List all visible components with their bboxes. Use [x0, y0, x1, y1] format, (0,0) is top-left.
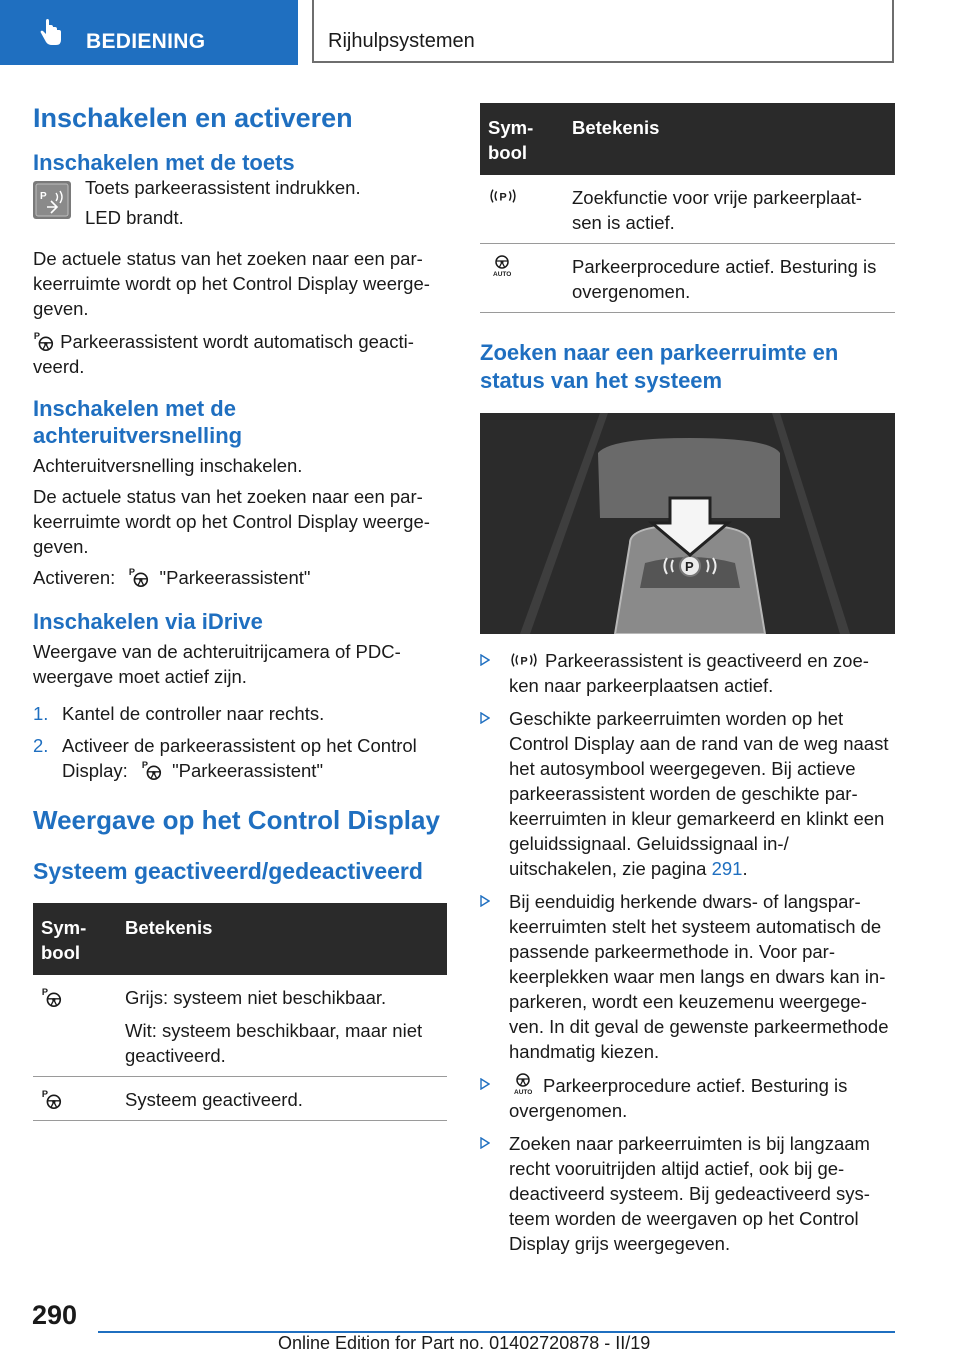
list-item [480, 706, 895, 881]
hand-pointer-icon [36, 18, 66, 48]
bullet-text: Geschikte parkeerruimten worden op het Control Display aan de rand van de weg naast het autosymbool weergegeven. Bij actieve parkeerassistent worden de geschikte par-keerruimten in kleur gemarkeerd en klinkt een geluidssignaal. Geluidssignaal in-/ uitschakelen, zie pagina [509, 708, 889, 879]
column-header-symbol: Sym-bool [480, 103, 564, 175]
bullet-list [480, 648, 895, 1256]
table-cell-icon [480, 244, 564, 313]
section-tab[interactable] [0, 0, 298, 65]
auto-text: Parkeerassistent wordt automatisch geacti-veerd. [33, 331, 414, 377]
triangle-bullet-icon [480, 712, 490, 724]
activate-value: "Parkeerassistent" [159, 567, 311, 588]
reverse-status: De actuele status van het zoeken naar een par-keerruimte wordt op het Control Display weerge-geven. [33, 486, 430, 557]
column-header-meaning: Betekenis [564, 103, 895, 175]
bullet-text: Parkeerassistent is geactiveerd en zoe-ken naar parkeerplaatsen actief. [509, 650, 869, 696]
table-header [33, 903, 447, 975]
list-item [480, 1072, 895, 1123]
heading-button: Inschakelen met de toets [33, 150, 295, 175]
step-1 [33, 701, 447, 726]
page-link[interactable]: 291 [711, 858, 743, 879]
activate-prefix: Activeren: [33, 567, 116, 588]
step-text-value: "Parkeerassistent" [172, 760, 324, 781]
edition-note: Online Edition for Part no. 01402720878 - II/19 [278, 1333, 651, 1353]
button-steps [33, 178, 447, 232]
idrive-text: Weergave van de achteruitrijcamera of PDC-weergave moet actief zijn. [33, 641, 401, 687]
triangle-bullet-icon [480, 654, 490, 666]
symbol-table-left [33, 903, 447, 1121]
table-row [480, 244, 895, 313]
table-row [33, 975, 447, 1077]
list-item [480, 1131, 895, 1256]
triangle-bullet-icon [480, 1078, 490, 1090]
heading-system: Systeem geactiveerd/gedeactiveerd [33, 858, 423, 884]
control-display-image [480, 413, 895, 634]
triangle-bullet-icon [480, 895, 490, 907]
table-header [480, 103, 895, 175]
button-step-2: LED brandt. [85, 207, 184, 228]
park-assist-icon [128, 566, 150, 588]
table-cell-meaning [117, 975, 447, 1077]
svg-text:P: P [685, 559, 694, 574]
heading-idrive: Inschakelen via iDrive [33, 609, 263, 634]
triangle-bullet-icon [480, 1137, 490, 1149]
table-cell-icon [33, 975, 117, 1077]
auto-steering-icon [488, 254, 516, 278]
left-column [33, 103, 447, 1121]
bullet-text: Bij eenduidig herkende dwars- of langspar-keerruimten stelt het systeem automatisch de passende parkeermethode in. Voor par-keerplekken waar men langs en dwars kan in-parkeren, wordt een keuzemenu weergege-ven. In dit geval de gewenste parkeermethode handmatig kiezen. [509, 891, 889, 1062]
chapter-box[interactable] [312, 0, 894, 63]
heading-activate: Inschakelen en activeren [33, 103, 353, 133]
auto-paragraph [33, 329, 447, 379]
bullet-text: Zoeken naar parkeerruimten is bij langzaam recht vooruitrijden altijd actief, ook bij ge-deactiveerd systeem. Bij gedeactiveerd sys-teem worden de weergaven op het Control Display grijs weergegeven. [509, 1133, 870, 1254]
car-parking-illustration [480, 413, 895, 634]
meaning-grey: Grijs: systeem niet beschikbaar. [125, 987, 387, 1008]
section-label: BEDIENING [86, 30, 206, 53]
column-header-meaning: Betekenis [117, 903, 447, 975]
step-2 [33, 733, 447, 783]
activate-line [33, 565, 447, 590]
page-number: 290 [32, 1300, 78, 1330]
reverse-step: Achteruitversnelling inschakelen. [33, 455, 303, 476]
park-button-icon [33, 181, 71, 219]
table-cell-meaning: Zoekfunctie voor vrije parkeerplaat-sen is actief. [564, 175, 895, 244]
table-cell-meaning: Systeem geactiveerd. [117, 1077, 447, 1121]
step-number: 1. [33, 703, 49, 724]
step-text-prefix: Display: [62, 760, 128, 781]
table-cell-icon [33, 1077, 117, 1121]
bullet-text-end: . [742, 858, 748, 879]
status-paragraph: De actuele status van het zoeken naar een par-keerruimte wordt op het Control Display weerge-geven. [33, 248, 430, 319]
park-assist-icon [41, 1088, 63, 1110]
button-step-1: Toets parkeerassistent indrukken. [85, 177, 361, 198]
table-row [33, 1077, 447, 1121]
meaning-white: Wit: systeem beschikbaar, maar niet geactiveerd. [125, 1020, 423, 1066]
table-cell-icon [480, 175, 564, 244]
park-assist-icon [33, 330, 55, 352]
list-item [480, 648, 895, 698]
table-row [480, 175, 895, 244]
table-cell-meaning: Parkeerprocedure actief. Besturing is overgenomen. [564, 244, 895, 313]
auto-steering-icon [509, 1072, 537, 1096]
park-search-icon [509, 649, 539, 671]
heading-search: Zoeken naar een parkeerruimte en status van het systeem [480, 340, 839, 393]
park-search-icon [488, 185, 518, 207]
step-text: Kantel de controller naar rechts. [62, 703, 325, 724]
numbered-steps [33, 701, 447, 783]
column-header-symbol: Sym-bool [33, 903, 117, 975]
park-assist-icon [41, 986, 63, 1008]
heading-display: Weergave op het Control Display [33, 805, 440, 835]
svg-text:P: P [40, 191, 47, 202]
bullet-text: Parkeerprocedure actief. Besturing is overgenomen. [509, 1075, 848, 1121]
step-text: Activeer de parkeerassistent op het Control [62, 735, 417, 756]
step-number: 2. [33, 735, 49, 756]
list-item [480, 889, 895, 1064]
park-assist-icon [141, 759, 163, 781]
right-column [480, 103, 895, 1264]
chapter-label: Rijhulpsystemen [328, 30, 475, 52]
heading-reverse: Inschakelen met de achteruitversnelling [33, 396, 243, 448]
symbol-table-right [480, 103, 895, 313]
